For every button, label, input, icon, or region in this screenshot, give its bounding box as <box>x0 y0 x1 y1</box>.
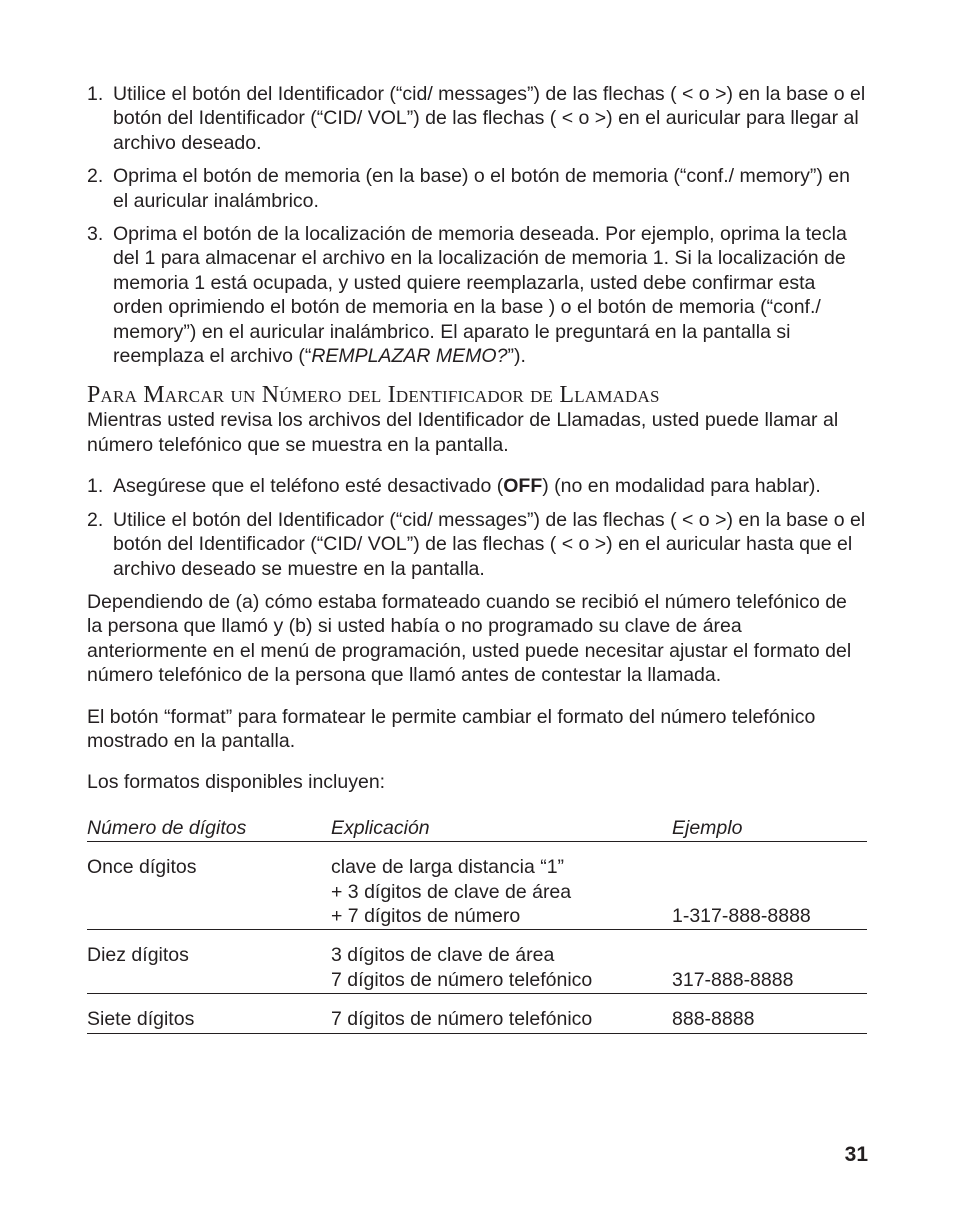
body-paragraph: Los formatos disponibles incluyen: <box>87 771 386 794</box>
body-paragraph: Dependiendo de (a) cómo estaba formateado cuando se recibió el número telefónico de la persona que llamó y (b) si usted había o no programado su clave de área anteriormente en el menú de programación, usted puede necesitar ajustar el formato del número telefónico de la persona que llamó antes de contestar la llamada. <box>87 590 852 687</box>
step-text-italic: REMPLAZAR MEMO? <box>311 345 508 368</box>
step-number: 2. <box>87 165 104 188</box>
step-text-after: ) (no en modalidad para hablar). <box>542 475 821 498</box>
digits-cell: Siete dígitos <box>87 994 331 1033</box>
list-item <box>87 82 867 155</box>
step-number: 3. <box>87 223 104 246</box>
example-cell: 888-8888 <box>672 994 867 1033</box>
body-paragraph: El botón “format” para formatear le permite cambiar el formato del número telefónico mostrado en la pantalla. <box>87 705 816 752</box>
example-cell: 317-888-8888 <box>672 930 867 994</box>
page-number: 31 <box>844 1143 868 1166</box>
explanation-line: clave de larga distancia “1” <box>331 856 565 879</box>
table-header-row <box>87 812 867 842</box>
list-item <box>87 222 867 368</box>
step-text: Utilice el botón del Identificador (“cid/ messages”) de las flechas ( < o >) en la base o el botón del Identificador (“CID/ VOL”) de las flechas ( < o >) en el auricular hasta que el archivo deseado se muestre en la pantalla. <box>113 508 866 580</box>
example-cell: 1-317-888-8888 <box>672 842 867 930</box>
page-content <box>87 82 867 1034</box>
table-row <box>87 994 867 1033</box>
step-number: 2. <box>87 508 104 531</box>
column-header: Explicación <box>331 812 672 842</box>
table-row <box>87 842 867 930</box>
explanation-line: + 3 dígitos de clave de área <box>331 880 572 903</box>
step-text-bold: OFF <box>503 475 543 498</box>
list-item <box>87 508 867 581</box>
step-text: Utilice el botón del Identificador (“cid/ messages”) de las flechas ( < o >) en la base o el botón del Identificador (“CID/ VOL”) de las flechas ( < o >) en el auricular para llegar al archivo deseado. <box>113 83 866 154</box>
explanation-cell <box>331 842 672 930</box>
step-number: 1. <box>87 475 104 498</box>
digits-cell: Once dígitos <box>87 842 331 930</box>
digits-cell: Diez dígitos <box>87 930 331 994</box>
section-title: Para Marcar un Número del Identificador de Llamadas <box>87 382 660 409</box>
step-number: 1. <box>87 83 104 105</box>
column-header: Ejemplo <box>672 812 867 842</box>
steps-list-bottom <box>87 474 867 581</box>
explanation-line: + 7 dígitos de número <box>331 904 521 927</box>
explanation-line: 3 dígitos de clave de área <box>331 944 555 967</box>
step-text <box>113 474 867 498</box>
step-text-before: Oprima el botón de la localización de memoria deseada. Por ejemplo, oprima la tecla del 1 para almacenar el archivo en la localización de memoria 1. Si la localización de memoria 1 está ocupada, y usted quiere reemplazarla, usted debe confirmar esta orden oprimiendo el botón de memoria en la base ) o el botón de memoria (“conf./ memory”) en el auricular inalámbrico. El aparato le preguntará en la pantalla si reemplaza el archivo (“ <box>113 223 847 368</box>
list-item <box>87 474 867 498</box>
intro-paragraph: Mientras usted revisa los archivos del Identificador de Llamadas, usted puede llamar al número telefónico que se muestra en la pantalla. <box>87 409 839 456</box>
column-header: Número de dígitos <box>87 812 331 842</box>
step-text: Oprima el botón de memoria (en la base) o el botón de memoria (“conf./ memory”) en el auricular inalámbrico. <box>113 165 850 212</box>
formats-table <box>87 812 867 1034</box>
list-item <box>87 164 867 213</box>
step-text <box>113 222 867 368</box>
explanation-cell <box>331 994 672 1033</box>
explanation-line: 7 dígitos de número telefónico <box>331 1008 593 1031</box>
steps-list-top <box>87 82 867 368</box>
explanation-line: 7 dígitos de número telefónico <box>331 968 593 991</box>
step-text-after: ”). <box>507 345 526 368</box>
table-row <box>87 930 867 994</box>
step-text-before: Asegúrese que el teléfono esté desactivado ( <box>113 475 504 498</box>
explanation-cell <box>331 930 672 994</box>
